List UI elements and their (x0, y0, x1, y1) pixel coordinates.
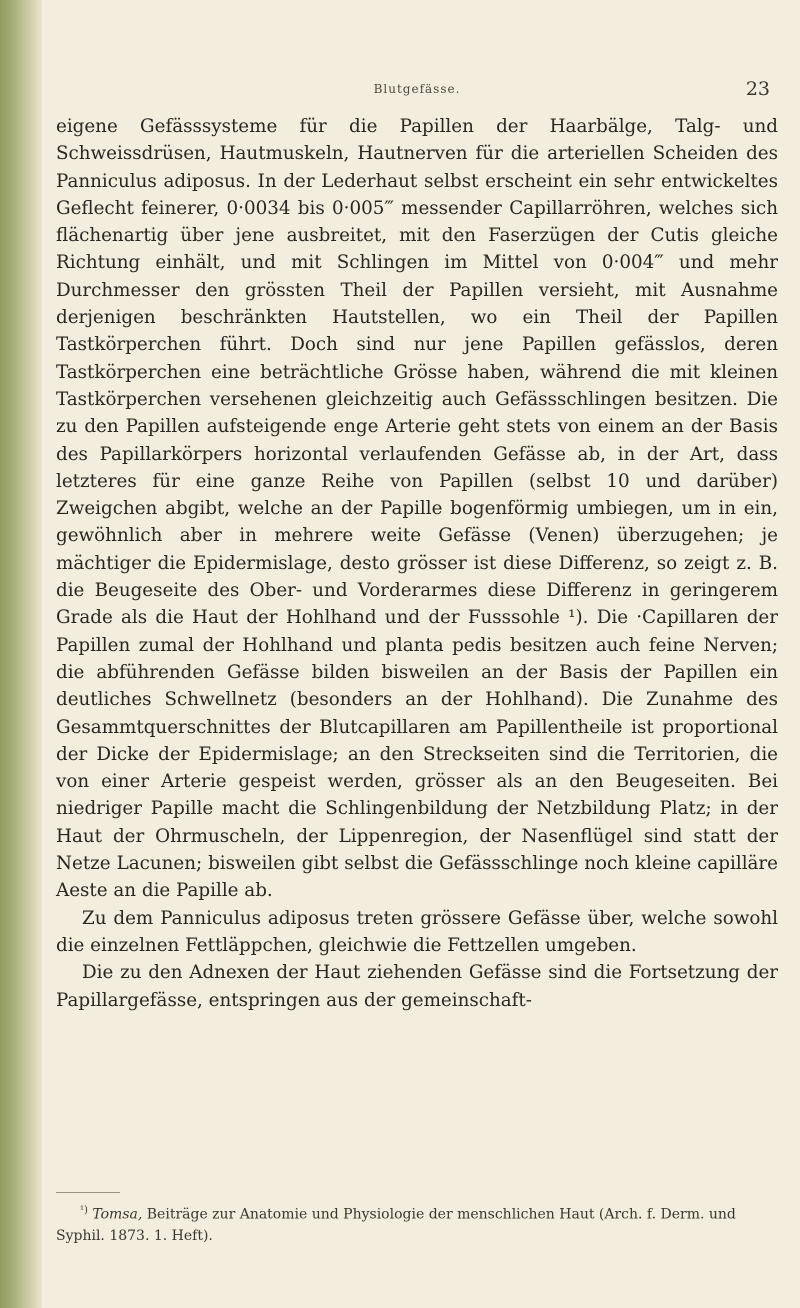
running-head (56, 78, 778, 102)
book-page (56, 0, 778, 1308)
page-number: 23 (745, 78, 770, 100)
footnote-text: Beiträge zur Anatomie und Physiologie der menschlichen Haut (Arch. f. Derm. und Syphil. 1873. 1. Heft). (56, 1206, 736, 1244)
paragraph-3: Die zu den Adnexen der Haut ziehenden Gefässe sind die Fortsetzung der Papillargefässe, entspringen aus der gemeinschaft- (56, 962, 778, 1011)
footnote-rule (56, 1192, 120, 1193)
book-spine-edge (0, 0, 42, 1308)
paragraph-2: Zu dem Panniculus adiposus treten grössere Gefässe über, welche sowohl die einzelnen Fettläppchen, gleichwie die Fettzellen umgeben. (56, 907, 778, 956)
footnote-marker: ¹) (80, 1205, 88, 1216)
running-title: Blutgefässe. (373, 82, 461, 96)
paragraph-1: eigene Gefässsysteme für die Papillen der Haarbälge, Talg- und Schweissdrüsen, Hautmuskeln, Hautnerven für die arteriellen Scheiden des Panniculus adiposus. In der Lederhaut selbst erscheint ein sehr entwickeltes Geflecht feinerer, 0·0034 bis 0·005‴ messender Capillarröhren, welches sich flächenartig über jene ausbreitet, mit den Faserzügen der Cutis gleiche Richtung einhält, und mit Schlingen im Mittel von 0·004‴ und mehr Durchmesser den grössten Theil der Papillen versieht, mit Ausnahme derjenigen beschränkten Hautstellen, wo ein Theil der Papillen Tastkörperchen führt. Doch sind nur jene Papillen gefässlos, deren Tastkörperchen eine beträchtliche Grösse haben, während die mit kleinen Tastkörperchen versehenen gleichzeitig auch Gefässschlingen besitzen. Die zu den Papillen aufsteigende enge Arterie geht stets von einem an der Basis des Papillarkörpers horizontal verlaufenden Gefässe ab, in der Art, dass letzteres für eine ganze Reihe von Papillen (selbst 10 und darüber) Zweigchen abgibt, welche an der Papille bogenförmig umbiegen, um in ein, gewöhnlich aber in mehrere weite Gefässe (Venen) überzugehen; je mächtiger die Epidermislage, desto grösser ist diese Differenz, so zeigt z. B. die Beugeseite des Ober- und Vorderarmes diese Differenz in geringerem Grade als die Haut der Hohlhand und der Fusssohle ¹). Die ·Capillaren der Papillen zumal der Hohlhand und planta pedis besitzen auch feine Nerven; die abführenden Gefässe bilden bisweilen an der Basis der Papillen ein deutliches Schwellnetz (besonders an der Hohlhand). Die Zunahme des Gesammtquerschnittes der Blutcapillaren am Papillentheile ist proportional der Dicke der Epidermislage; an den Streckseiten sind die Territorien, die von einer Arterie gespeist werden, grösser als an den Beugeseiten. Bei niedriger Papille macht die Schlingenbildung der Netzbildung Platz; in der Haut der Ohrmuscheln, der Lippenregion, der Nasenflügel sind statt der Netze Lacunen; bisweilen gibt selbst die Gefässschlinge noch kleine capilläre Aeste an die Papille ab. (56, 116, 778, 902)
footnote-author: Tomsa, (92, 1206, 143, 1223)
footnote (56, 1200, 778, 1247)
body-text (56, 113, 778, 1014)
